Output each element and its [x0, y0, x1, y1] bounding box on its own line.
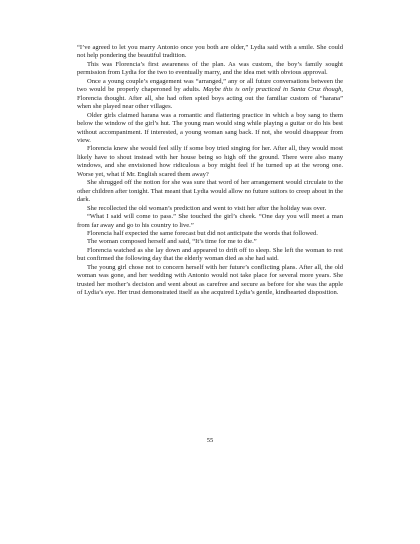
paragraph-text: After all, she had often spied boys acting out the familiar custom of “harana” when she played near other villages. [77, 94, 343, 111]
paragraph: The young girl chose not to concern herself with her future’s conflicting plans. After all, the old woman was gone, and her wedding with Antonio would not take place for several more years. She trusted her mother’s decision and went about as carefree and secure as before for she was the apple of Lydia’s eye. Her trust demonstrated itself as she acquired Lydia’s gentle, kindhearted disposition. [77, 263, 343, 297]
paragraph: The woman composed herself and said, “It’s time for me to die.” [87, 238, 257, 246]
page-body [77, 44, 343, 298]
paragraph: Florencia knew she would feel silly if some boy tried singing for her. After all, they would most likely have to shout instead with her house being so high off the ground. There were also many windows, and she envisioned how ridiculous a boy might feel if he turned up at the wrong one. Worse yet, what if Mr. English scared them away? [77, 145, 343, 178]
paragraph: This was Florencia’s first awareness of the plan. As was custom, the boy’s family sought permission from Lydia for the two to eventually marry, and the idea met with obvious approval. [77, 60, 343, 77]
paragraph: “I’ve agreed to let you marry Antonio once you both are older,” Lydia said with a smile. She could not help pondering the beautiful tradition. [77, 44, 343, 60]
paragraph-text: Florencia thought. [77, 94, 126, 102]
paragraph: Older girls claimed harana was a romantic and flattering practice in which a boy sang to them below the window of the girl’s hut. The young man would sing while playing a guitar or do his best without accompaniment. If interested, a young woman sang back. If not, she would disappear from view. [77, 111, 343, 144]
paragraph: She recollected the old woman’s prediction and went to visit her after the holiday was over. [87, 204, 327, 212]
italic-thought: Maybe this is only practiced in Santa Cruz though, [202, 86, 344, 94]
paragraph [77, 78, 343, 112]
paragraph: Florencia watched as she lay down and appeared to drift off to sleep. She left the woman to rest but confirmed the following day that the elderly woman died as she had said. [77, 246, 343, 263]
paragraph: “What I said will come to pass.” She touched the girl’s cheek. “One day you will meet a man from far away and go to his country to live.” [77, 213, 343, 229]
paragraph: She shrugged off the notion for she was sure that word of her arrangement would circulate to the other children after tonight. That meant that Lydia would allow no future suitors to creep about in the dark. [77, 179, 343, 204]
page-number: 55 [206, 437, 214, 444]
paragraph: Florencia half expected the same forecast but did not anticipate the words that followed. [87, 229, 318, 237]
paragraph-text: Once a young couple’s engagement was “arranged,” any or all future conversations between the two would be properly chaperoned by adults. [77, 77, 343, 94]
